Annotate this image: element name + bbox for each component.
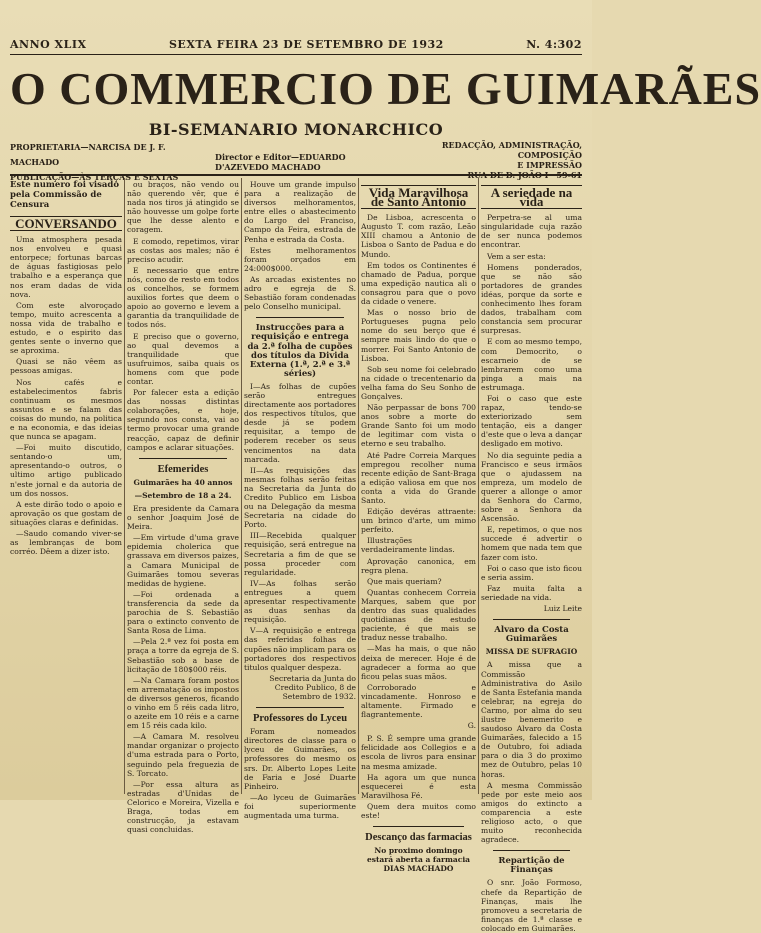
- article-paragraph: Quantas conhecem Correia Marques, sabem que por dentro das suas qualidades quotidianas de estudo paciente, é que mais se traduz nesse trabalho.: [361, 587, 476, 643]
- article-paragraph: —Pela 2.ª vez foi posta em praça a torre da egreja de S. Sebastião sob a base de licitação de 180$000 réis.: [127, 637, 239, 674]
- article-paragraph: Nos cafés e estabelecimentos fabris continuam os mesmos assuntos e se falam das coisas do mundo, na politica e na economia, e das ideias que nunca se apagam.: [10, 377, 122, 442]
- column-5: [481, 180, 582, 933]
- article-heading-efemerides: Efemerides: [157, 463, 209, 475]
- issue-header: [10, 38, 582, 52]
- section-rule: [256, 707, 344, 708]
- column-4: [361, 180, 476, 874]
- article-signature: G.: [467, 721, 476, 731]
- article-paragraph: Homens ponderados, que se não são portadores de grandes idéas, porque da sorte e conhecimento lhes foram dados, trabalham com constancia sem procurar surpresas.: [481, 262, 582, 336]
- section-rule: [493, 850, 570, 851]
- article-heading-conversando: CONVERSANDO: [10, 216, 122, 231]
- article-paragraph: Aprovação canonica, em regra plena.: [361, 556, 476, 575]
- article-paragraph: Por falecer esta a edição das nossas distintas colaborações, e hoje, segundo nos consta, vai ao termo provocar uma grande reacção, capaz de definir campos e aclarar situações.: [127, 388, 239, 452]
- article-paragraph: Faz muita falta a seriedade na vida.: [481, 583, 582, 602]
- article-paragraph: —Em virtude d'uma grave epidemia cholerica que grassava em diversos paizes, a Camara Municipal de Guimarães tomou severas medidas de hygiene.: [127, 533, 239, 588]
- column-1: [10, 180, 122, 792]
- article-paragraph: Era presidente da Camara o senhor Joaquim José de Meira.: [127, 504, 239, 532]
- proprietor-line: PROPRIETARIA—NARCISA DE J. F. MACHADO: [10, 142, 166, 167]
- missa-subtitle: MISSA DE SUFRAGIO: [485, 647, 578, 657]
- article-paragraph: As arcadas existentes no adro e egreja de S. Sebastião foram condenadas pelo Conselho municipal.: [244, 274, 356, 312]
- article-paragraph: Mas o nosso brio de Portugueses pugna pelo nome do seu berço que é sempre mais lindo do que o morrer. Foi Santo Antonio de Lisboa.: [361, 308, 476, 363]
- article-paragraph: Foi o caso que este rapaz, tendo-se exteriorizado sem tentação, eis a danger d'este que o leva a dançar desligado em motivo.: [481, 393, 582, 449]
- masthead-subtitle: BI-SEMANARIO MONARCHICO: [148, 120, 444, 139]
- article-paragraph: Foram nomeados directores de classe para o lyceu de Guimarães, os professores do mesmo os srs. Dr. Alberto Lopes Leite de Faria e José Duarte Pinheiro.: [244, 727, 356, 791]
- column-divider: [358, 178, 359, 794]
- article-paragraph: III—Recebida qualquer requisição, será entregue na Secretaria a fim de que se possa proceder com regularidade.: [244, 531, 356, 577]
- article-paragraph: Com este alvoroçado tempo, muito acrescenta a nossa vida de trabalho e estudo, e o espirito das gentes sente o inverno que se aproxima.: [10, 300, 122, 356]
- article-paragraph: —A Camara M. resolveu mandar organizar o projecto d'uma estrada para o Porto, seguindo pela freguezia de S. Torcato.: [127, 732, 239, 778]
- article-heading-professores: Professores do Lyceu: [252, 713, 348, 725]
- article-paragraph: —Por essa altura as estradas d'Unidas de Celorico e Moreira, Vizella e Braga, todas em construcção, ja estavam quasi concluidas.: [127, 779, 239, 835]
- article-signature: Luiz Leite: [543, 604, 582, 614]
- article-paragraph: E, repetimos, o que nos succede é advertir o homem que nada tem que fazer com isto.: [481, 525, 582, 562]
- article-heading-farmacias: Descanço das farmacias: [365, 832, 472, 844]
- article-paragraph: Illustrações verdadeiramente lindas.: [361, 536, 455, 555]
- article-paragraph: —Saudo comando viver-se as lembranças de bom corréo. Dêem a dizer isto.: [10, 529, 122, 557]
- article-paragraph: Em todos os Continentes é chamado de Padua, porque uma expedição nautica ali o consagrou para que o povo da cidade o venere.: [361, 260, 476, 307]
- article-paragraph: —Ao lyceu de Guimarães foi superiormente augmentada uma turma.: [244, 792, 356, 820]
- censorship-notice: Este numero foi visado pela Commissão de Censura: [10, 180, 120, 210]
- article-paragraph: IV—As folhas serão entregues a quem apresentar respectivamente as duas senhas da requisição.: [244, 578, 356, 625]
- article-heading-alvaro: Alvaro da Costa Guimarães: [494, 625, 569, 645]
- article-paragraph: A este dirão todo o apoio e aprovação os que gostam de situações claras e definidas.: [10, 499, 122, 527]
- section-rule: [373, 826, 464, 827]
- article-paragraph: De Lisboa, acrescenta o Augusto T. com razão, Leão XIII chamou a Antonio de Lisboa o Santo de Padua e do Mundo.: [361, 213, 476, 259]
- office-line-1: REDACÇÃO, ADMINISTRAÇÃO, COMPOSIÇÃO: [441, 140, 582, 160]
- article-paragraph: E comodo, repetimos, virar as costas aos males; não é preciso acudir.: [127, 236, 239, 264]
- issue-year: ANNO XLIX: [10, 38, 87, 51]
- column-3: [244, 180, 356, 820]
- article-paragraph: Vem a ser esta:: [487, 251, 546, 261]
- column-divider: [124, 178, 125, 794]
- article-paragraph: Houve um grande impulso para a realização de diversos melhoramentos, entre elles o abastecimento do Largo del Franciso, Campo da Feira, estrada de Penha e estrada da Costa.: [244, 180, 356, 244]
- article-paragraph: Perpetra-se al uma singularidade cuja razão de ser nunca podemos encontrar.: [481, 213, 582, 250]
- masthead-rule: [10, 174, 582, 176]
- column-divider: [241, 178, 242, 794]
- article-paragraph: Foi o caso que isto ficou e seria assim.: [481, 563, 582, 582]
- article-paragraph: Que mais queriam?: [367, 576, 442, 586]
- article-heading-seriedade: A seriedade na vida: [481, 185, 582, 209]
- efemerides-subtitle: Guimarães ha 40 annos: [133, 477, 233, 487]
- section-rule: [493, 619, 570, 620]
- section-rule: [139, 458, 227, 459]
- article-paragraph: Quasi se não vêem as pessoas amigas.: [10, 357, 122, 376]
- article-paragraph: Corroborado e vincadamente. Honroso e altamente. Firmado e flagrantemente.: [361, 682, 476, 720]
- article-paragraph: No dia seguinte pedia a Francisco e seus irmãos que o ajudassem na empreza, um modelo de querer a allonge o amor da Senhora do Carmo, sobre a Senhora da Ascensão.: [481, 450, 582, 524]
- section-rule: [256, 317, 344, 318]
- column-divider: [478, 178, 479, 794]
- article-paragraph: O snr. João Formoso, chefe da Repartição de Finanças, mais lhe promoveu a secretaria de finanças de 1.ª classe e colocado em Guimarães.: [481, 878, 582, 933]
- article-paragraph: I—As folhas de cupões serão entregues directamente aos portadores dos respectivos títulos, que desde já se podem requisitar, a tempo de poderem receber os seus vencimentos na data marcada.: [244, 381, 356, 464]
- article-paragraph: P. S. É sempre uma grande felicidade aos Collegios e a escola de livros para ensinar na mesma amizade.: [361, 734, 476, 771]
- article-paragraph: E preciso que o governo, ao qual devemos a tranquilidade que usufruimos, saiba quais os homens com que pode contar.: [127, 331, 239, 386]
- article-paragraph: —Mas ha mais, o que não deixa de merecer. Hoje é de agradecer a forma ao que ficou pelas suas mãos.: [361, 644, 476, 681]
- article-paragraph: II—As requisições das mesmas folhas serão feitas na Secretaria da Junta do Credito Publico em Lisboa ou na Delegação da mesma Secretaria na cidade do Porto.: [244, 465, 356, 530]
- issue-date: SEXTA FEIRA 23 DE SETEMBRO DE 1932: [168, 38, 444, 51]
- issue-number: N. 4:302: [526, 38, 582, 51]
- office-address: RUA DE D. JOÃO I—59-61: [467, 170, 582, 180]
- header-rule: [10, 54, 582, 55]
- article-heading-financas: Repartição de Finanças: [498, 856, 565, 876]
- article-paragraph: —Foi muito discutido, sentando-o um, apresentando-o outros, o ultimo artigo publicado n'este jornal e da autoria de um dos nossos.: [10, 443, 122, 498]
- article-heading-instrucoes: Instrucções para a requisição e entrega da 2.ª folha de cupões dos títulos da Divida Externa (1.ª, 2.ª e 3.ª séries): [247, 323, 353, 379]
- article-paragraph: Não perpassar de bons 700 anos sobre a morte do Grande Santo foi um modo de legitimar com vista o eterno e seu trabalho.: [361, 403, 476, 449]
- article-paragraph: Estes melhoramentos foram orçados em 24:000$000.: [244, 245, 356, 273]
- office-line-2: E IMPRESSÃO: [517, 160, 582, 170]
- article-paragraph: A missa que a Commissão Administrativa do Asilo de Santa Estefania manda celebrar, na egreja do Carmo, por alma do seu ilustre benemerito e saudoso Alvaro da Costa Guimarães, falecido a 15 de Outubro, foi adiada para o dia 3 do proximo mez de Outubro, pelas 10 horas.: [481, 660, 582, 779]
- publisher-info: [10, 140, 190, 185]
- article-paragraph: Uma atmosphera pesada nos envolveu e quasi entorpece; fortunas barcas de águas fastigiosas pelo trabalho e a esperança que nos eram dadas de vida nova.: [10, 235, 122, 299]
- article-paragraph: E com ao mesmo tempo, com Democrito, o escarneio de se lembrarem como uma pinga a mais na estrumaga.: [481, 337, 582, 392]
- article-paragraph: E necessario que entre nós, como de resto em todos os concelhos, se formem auxilios fortes que deem o apoio ao governo e levem a garantia da tranquilidade de todos nós.: [127, 265, 239, 330]
- article-paragraph: Sob seu nome foi celebrado na cidade o trecentenario da velha fama do Seu Sonho de Gonçalves.: [361, 364, 476, 401]
- article-paragraph: Quem dera muitos como este!: [361, 801, 476, 820]
- article-heading-santo-antonio: Vida Maravilhosa de Santo Antonio: [361, 185, 476, 209]
- article-paragraph: V—A requisição e entrega das referidas folhas de cupões não implicam para os portadores dos respectivos titulos qualquer despeza.: [244, 626, 356, 672]
- efemerides-date: —Setembro de 18 a 24.: [134, 490, 232, 500]
- pharmacy-notice: No proximo domingo estará aberta a farmacia DIAS MACHADO: [366, 846, 471, 874]
- article-paragraph: —Foi ordenada a transferencia da sede da parochia de S. Sebastião para o extincto convento de Santa Rosa de Lima.: [127, 589, 239, 636]
- article-paragraph: Edição devéras attraente: um brinco d'arte, um mimo perfeito.: [361, 507, 476, 535]
- article-paragraph: —Na Camara foram postos em arrematação os impostos de diversos generos, ficando o vinho em 5 réis cada litro, o azeite em 10 réis e a carne em 15 réis cada kilo.: [127, 675, 239, 731]
- article-paragraph: ou braços, não vendo ou não querendo vêr, que é nada nos tiros já atingido se não houvesse um golpe forte que lhe desse alento e coragem.: [127, 180, 239, 235]
- article-paragraph: Ha agora um que nunca esquecerei é esta Maravilhosa Fé.: [361, 772, 476, 800]
- masthead-title: O COMMERCIO DE GUIMARÃES: [10, 63, 761, 114]
- article-paragraph: A mesma Commissão pede por este meio aos amigos do extincto a comparencia a este religioso acto, o que muito reconhecida agradece.: [481, 780, 582, 845]
- column-2: [127, 180, 239, 835]
- article-paragraph: Até Padre Correia Marques empregou recolher numa recente edição de Sant-Braga a edição valiosa em que nos conta a vida do Grande Santo.: [361, 450, 476, 505]
- publication-line: PUBLICAÇÃO—ÀS TERÇAS E SEXTAS: [10, 172, 179, 182]
- article-signature: Secretaria da Junta do Credito Publico, 8 de Setembro de 1932.: [269, 673, 356, 701]
- director-line: Director e Editor—EDUARDO D'AZEVEDO MACHADO: [215, 152, 346, 172]
